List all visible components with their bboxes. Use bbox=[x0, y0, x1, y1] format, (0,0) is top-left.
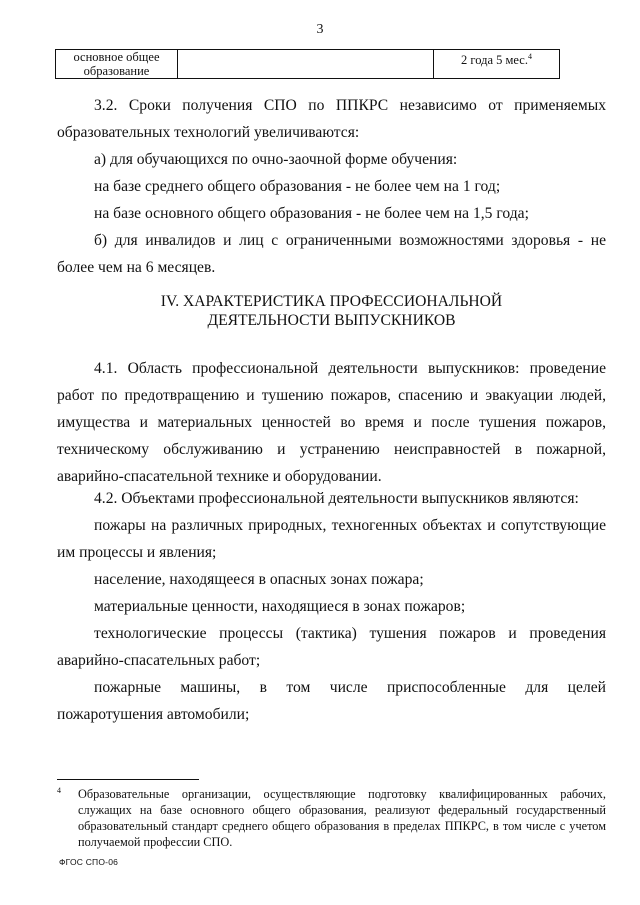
footnote-divider bbox=[57, 779, 199, 780]
paragraph-a-2: на базе основного общего образования - не более чем на 1,5 года; bbox=[94, 205, 529, 222]
paragraph-3-2: 3.2. Сроки получения СПО по ППКРС независимо от применяемых образовательных технологий увеличиваются: bbox=[57, 97, 606, 141]
object-item-5: пожарные машины, в том числе приспособленные для целей пожаротушения автомобили; bbox=[57, 679, 606, 723]
object-item-4: технологические процессы (тактика) тушения пожаров и проведения аварийно-спасательных работ; bbox=[57, 625, 606, 669]
paragraph-4-2: 4.2. Объектами профессиональной деятельности выпускников являются: bbox=[94, 490, 579, 507]
paragraph-a-1: на базе среднего общего образования - не более чем на 1 год; bbox=[94, 178, 501, 195]
object-item-1: пожары на различных природных, техногенных объектах и сопутствующие им процессы и явления; bbox=[57, 517, 606, 561]
object-item-3: материальные ценности, находящиеся в зонах пожаров; bbox=[94, 598, 466, 615]
object-item-2: население, находящееся в опасных зонах пожара; bbox=[94, 571, 424, 588]
duration-value: 2 года 5 мес. bbox=[461, 53, 528, 68]
duration-table bbox=[55, 49, 560, 79]
footnote-ref: 4 bbox=[527, 52, 532, 61]
table-cell-empty bbox=[178, 50, 434, 79]
section-heading-line-2: ДЕЯТЕЛЬНОСТИ ВЫПУСКНИКОВ bbox=[207, 312, 456, 329]
table-cell-education-base: основное общее образование bbox=[56, 50, 178, 79]
footnote bbox=[57, 783, 606, 850]
section-heading-line-1: IV. ХАРАКТЕРИСТИКА ПРОФЕССИОНАЛЬНОЙ bbox=[160, 293, 503, 310]
section-heading bbox=[57, 292, 606, 330]
page-number: 3 bbox=[316, 22, 324, 37]
paragraph-4-1: 4.1. Область профессиональной деятельности выпускников: проведение работ по предотвращению и тушению пожаров, спасению и эвакуации людей, имущества и материальных ценностей во время и после тушения пожаров, техническому обслуживанию и устранению неисправностей в пожарной, аварийно-спасательной технике и оборудовании. bbox=[57, 360, 606, 485]
table-cell-duration bbox=[434, 50, 560, 79]
footnote-text: Образовательные организации, осуществляющие подготовку квалифицированных рабочих, служащих на базе основного общего образования, реализуют федеральный государственный образовательный стандарт среднего общего образования в пределах ППКРС, в том числе с учетом получаемой профессии СПО. bbox=[78, 787, 606, 850]
document-code: ФГОС СПО-06 bbox=[59, 857, 119, 867]
paragraph-b: б) для инвалидов и лиц с ограниченными возможностями здоровья - не более чем на 6 месяцев. bbox=[57, 232, 606, 276]
footnote-mark: 4 bbox=[57, 786, 61, 795]
table-row bbox=[56, 50, 560, 79]
paragraph-a: а) для обучающихся по очно-заочной форме обучения: bbox=[94, 151, 458, 168]
